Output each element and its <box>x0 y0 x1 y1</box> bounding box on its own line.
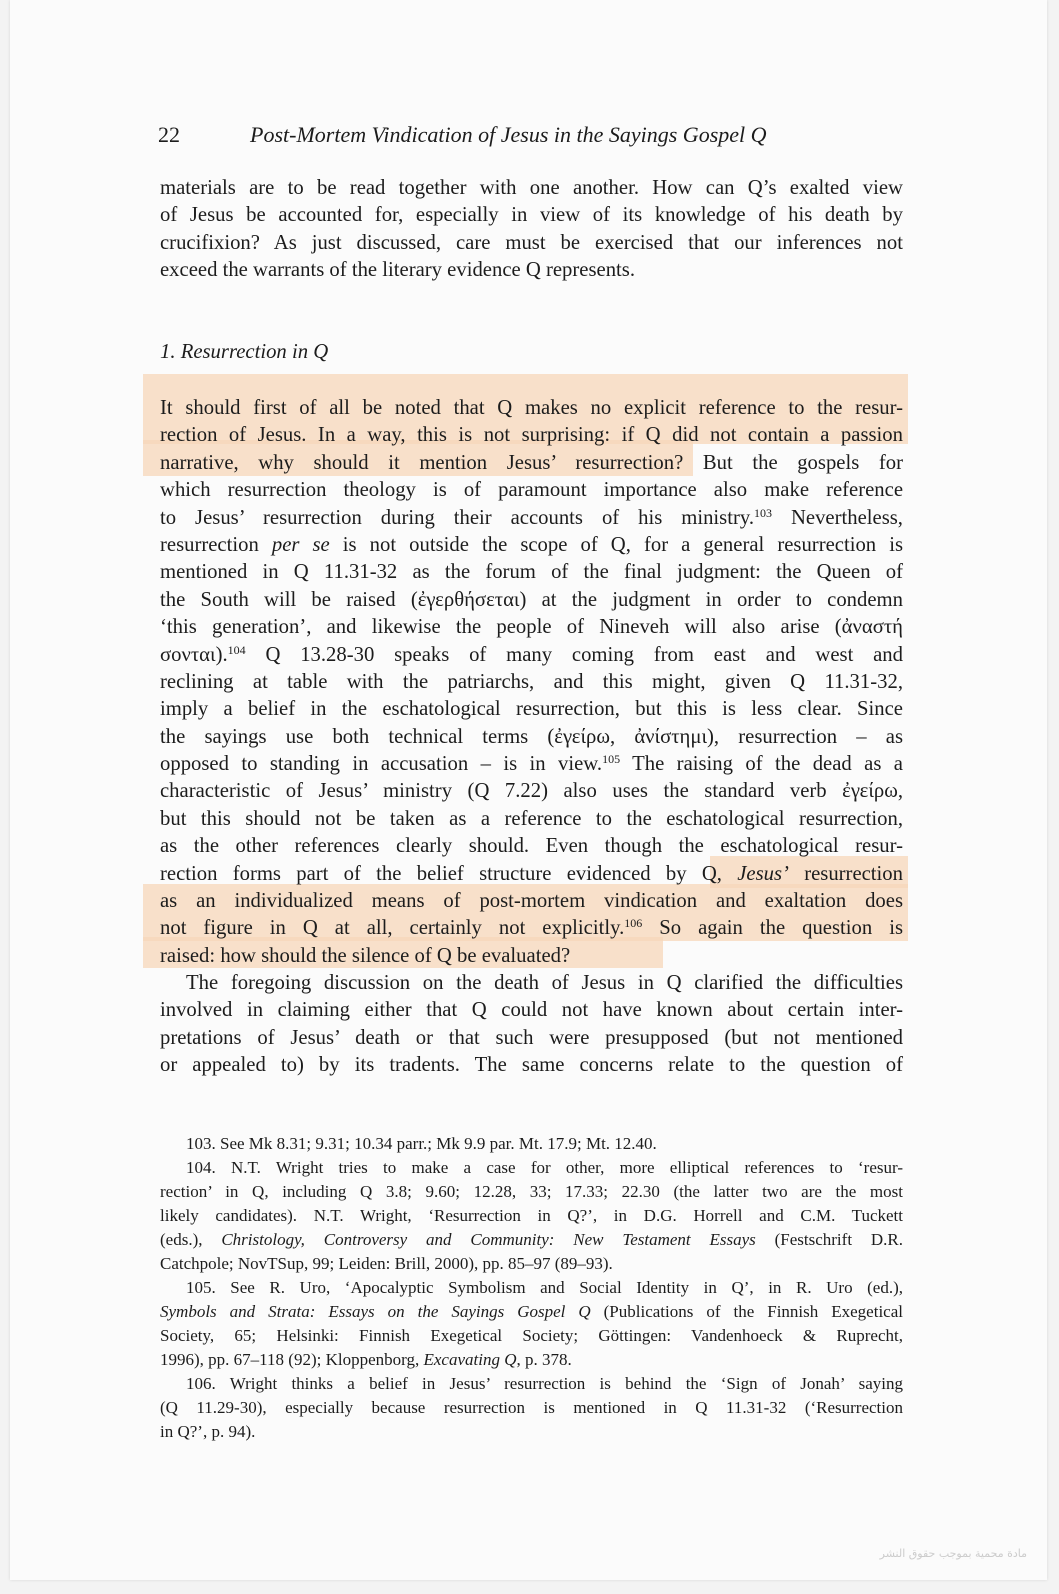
text-line: of Jesus be accounted for, especially in view of its knowledge of his death by <box>160 204 903 227</box>
footnote-line: rection’ in Q, including Q 3.8; 9.60; 12.28, 33; 17.33; 22.30 (the latter two are the most <box>160 1182 903 1201</box>
footnote-ref-104[interactable]: 104 <box>227 642 246 657</box>
footnote-ref-103[interactable]: 103 <box>754 505 773 520</box>
text-line: ‘this generation’, and likewise the people of Nineveh will also arise (ἀναστή <box>160 616 903 639</box>
footnote-ref-106[interactable]: 106 <box>624 916 643 931</box>
text-line: not figure in Q at all, certainly not explicitly.$^{106}$ So again the question is <box>160 916 903 940</box>
foregoing-paragraph <box>160 970 903 1080</box>
intro-paragraph <box>160 175 903 285</box>
watermark: مادة محمية بموجب حقوق النشر <box>879 1547 1027 1560</box>
text-line: resurrection per se is not outside the scope of Q, for a general resurrection is <box>160 533 903 556</box>
text-line: The foregoing discussion on the death of Jesus in Q clarified the difficulties <box>186 972 903 994</box>
text-line: reclining at table with the patriarchs, and this might, given Q 11.31-32, <box>160 670 903 693</box>
text-line: raised: how should the silence of Q be evaluated? <box>160 944 571 967</box>
footnote-104: 104. N.T. Wright tries to make a case for other, more elliptical references to ‘resur- <box>186 1158 903 1177</box>
footnote-line: Catchpole; NovTSup, 99; Leiden: Brill, 2000), pp. 85–97 (89–93). <box>160 1254 613 1273</box>
text-line: It should first of all be noted that Q makes no explicit reference to the resur- <box>160 397 903 419</box>
text-line: mentioned in Q 11.31-32 as the forum of the final judgment: the Queen of <box>160 561 903 584</box>
text-line: opposed to standing in accusation – is in view.$^{105}$ The raising of the dead as a <box>160 752 903 776</box>
resurrection-paragraph <box>160 395 903 970</box>
text-line: crucifixion? As just discussed, care must be exercised that our inferences not <box>160 231 903 254</box>
footnote-line: (Q 11.29-30), especially because resurrection is mentioned in Q 11.31-32 (‘Resurrection <box>160 1398 903 1417</box>
footnote-105: 105. See R. Uro, ‘Apocalyptic Symbolism and Social Identity in Q’, in R. Uro (ed.), <box>186 1278 903 1297</box>
footnote-line: Symbols and Strata: Essays on the Sayings Gospel Q (Publications of the Finnish Exegetical <box>160 1302 903 1321</box>
text-line: characteristic of Jesus’ ministry (Q 7.22) also uses the standard verb ἐγείρω, <box>160 780 903 803</box>
section-heading: 1. Resurrection in Q <box>160 341 329 363</box>
text-line: to Jesus’ resurrection during their accounts of his ministry.$^{103}$ Nevertheless, <box>160 505 903 529</box>
text-line: as an individualized means of post-mortem vindication and exaltation does <box>160 890 903 913</box>
page-number: 22 <box>158 122 180 147</box>
text-line: involved in claiming either that Q could not have known about certain inter- <box>160 999 903 1022</box>
footnote-line: 1996), pp. 67–118 (92); Kloppenborg, Excavating Q, p. 378. <box>160 1350 572 1369</box>
book-page <box>10 0 1047 1580</box>
text-line: imply a belief in the eschatological resurrection, but this is less clear. Since <box>160 698 903 721</box>
text-line: materials are to be read together with one another. How can Q’s exalted view <box>160 177 903 199</box>
footnote-line: Society, 65; Helsinki: Finnish Exegetical Society; Göttingen: Vandenhoeck & Ruprecht, <box>160 1326 903 1345</box>
text-line: which resurrection theology is of paramount importance also make reference <box>160 479 903 502</box>
running-title: Post-Mortem Vindication of Jesus in the Sayings Gospel Q <box>250 122 767 147</box>
running-header <box>158 120 897 150</box>
text-line: rection forms part of the belief structure evidenced by Q, Jesus’ resurrection <box>160 862 903 885</box>
text-line: rection of Jesus. In a way, this is not surprising: if Q did not contain a passion <box>160 424 903 447</box>
text-line: the sayings use both technical terms (ἐγείρω, ἀνίστημι), resurrection – as <box>160 725 903 748</box>
text-line: pretations of Jesus’ death or that such were presupposed (but not mentioned <box>160 1026 903 1049</box>
text-line: the South will be raised (ἐγερθήσεται) at the judgment in order to condemn <box>160 588 903 611</box>
footnote-line: in Q?’, p. 94). <box>160 1422 256 1441</box>
text-line: as the other references clearly should. Even though the eschatological resur- <box>160 835 903 858</box>
text-line: exceed the warrants of the literary evidence Q represents. <box>160 259 636 282</box>
text-line: or appealed to) by its tradents. The same concerns relate to the question of <box>160 1054 903 1077</box>
text-line: σονται).$^{104}$ Q 13.28-30 speaks of many coming from east and west and <box>160 642 903 666</box>
footnote-ref-105[interactable]: 105 <box>602 752 621 767</box>
text-line: but this should not be taken as a reference to the eschatological resurrection, <box>160 807 903 830</box>
footnote-106: 106. Wright thinks a belief in Jesus’ resurrection is behind the ‘Sign of Jonah’ saying <box>186 1374 903 1393</box>
text-line: narrative, why should it mention Jesus’ resurrection? But the gospels for <box>160 451 903 474</box>
footnote-103: 103. See Mk 8.31; 9.31; 10.34 parr.; Mk 9.9 par. Mt. 17.9; Mt. 12.40. <box>186 1134 657 1153</box>
footnote-line: (eds.), Christology, Controversy and Community: New Testament Essays (Festschrift D.R. <box>160 1230 903 1249</box>
footnotes <box>160 1132 903 1444</box>
footnote-line: likely candidates). N.T. Wright, ‘Resurrection in Q?’, in D.G. Horrell and C.M. Tuckett <box>160 1206 903 1225</box>
